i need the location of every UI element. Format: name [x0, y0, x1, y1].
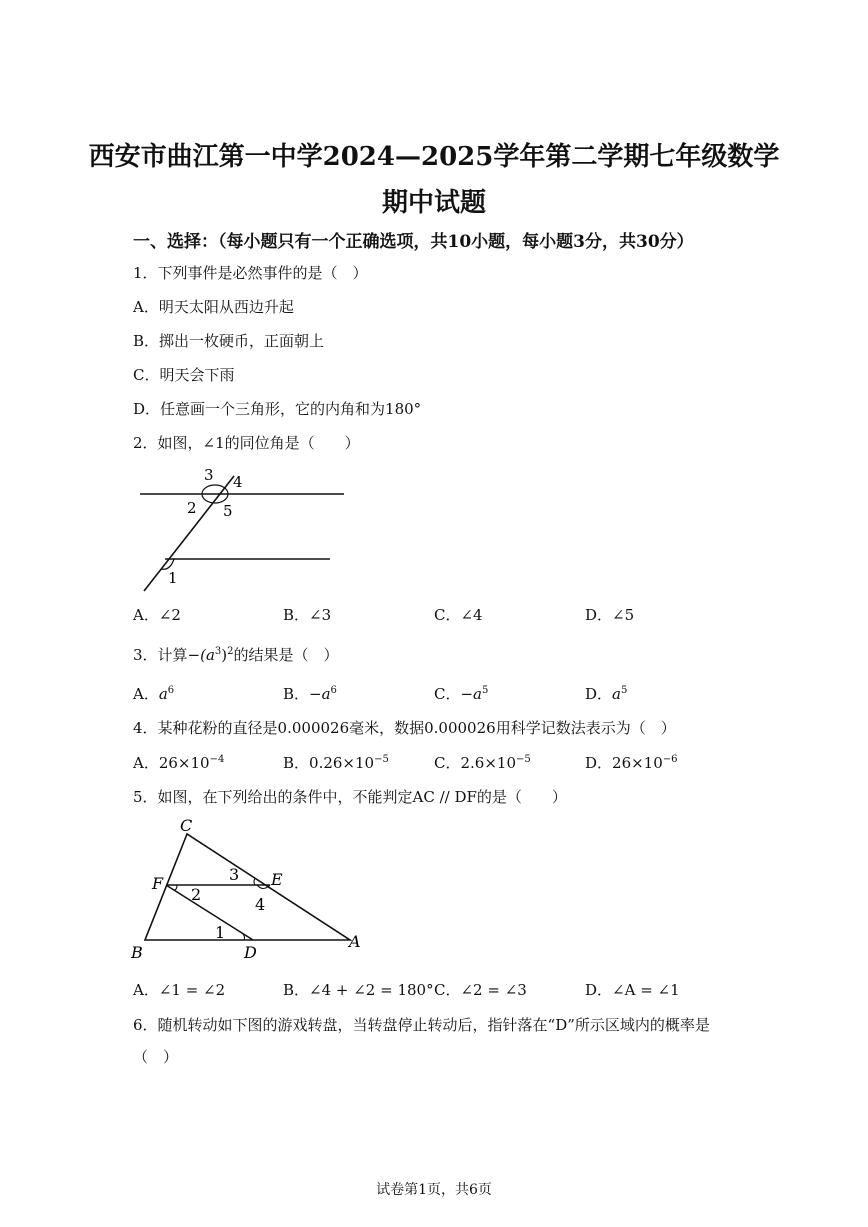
question-1-stem: 1．下列事件是必然事件的是（ ）: [133, 264, 368, 282]
question-3-expr-exp2: 2: [227, 646, 234, 657]
question-2-option-b: B．∠3: [283, 606, 332, 624]
question-5-option-a: A．∠1 = ∠2: [133, 981, 226, 999]
question-5-option-c: C．∠2 = ∠3: [434, 981, 527, 999]
vertex-label-c: C: [180, 816, 193, 835]
question-1-option-a: A．明天太阳从西边升起: [133, 298, 294, 316]
question-1-option-c: C．明天会下雨: [133, 366, 235, 384]
question-6-stem-line1: 6．随机转动如下图的游戏转盘，当转盘停止转动后，指针落在“D”所示区域内的概率是: [133, 1016, 710, 1034]
section-heading: 一、选择：（每小题只有一个正确选项，共10小题，每小题3分，共30分）: [133, 232, 694, 252]
question-4-option-a: A．$26\times 10^{-4}$: [133, 754, 225, 772]
angle-label-2: 2: [191, 885, 202, 904]
question-1-option-b: B．掷出一枚硬币，正面朝上: [133, 332, 325, 350]
question-3-option-b: B．$-a^6$: [283, 685, 337, 703]
question-6-stem-line2: （ ）: [133, 1048, 179, 1066]
question-5-option-b: B．∠4 + ∠2 = 180°: [283, 981, 434, 999]
question-3-option-c: C．$-a^5$: [434, 685, 489, 703]
question-2-figure: [130, 460, 360, 595]
angle-label-5: 5: [223, 502, 233, 520]
question-2-option-a: A．∠2: [133, 606, 181, 624]
question-2-option-c: C．∠4: [434, 606, 483, 624]
exam-title-line2: 期中试题: [381, 188, 486, 218]
exam-title-line1: 西安市曲江第一中学2024—2025学年第二学期七年级数学: [88, 142, 780, 172]
question-3-stem-suffix: 的结果是（ ）: [233, 646, 339, 664]
page-footer: 试卷第1页，共6页: [376, 1182, 492, 1198]
angle-label-1: 1: [168, 569, 178, 587]
question-3-stem: [133, 644, 339, 665]
angle-label-2: 2: [187, 499, 197, 517]
question-2-option-d: D．∠5: [585, 606, 635, 624]
angle-label-1: 1: [215, 923, 226, 942]
question-4-option-d: D．$26\times 10^{-6}$: [585, 754, 678, 772]
question-3-expr-exp1: 3: [214, 646, 222, 657]
vertex-label-f: F: [152, 874, 164, 893]
question-4-stem: 4．某种花粉的直径是0.000026毫米，数据0.000026用科学记数法表示为（ ）: [133, 719, 676, 737]
question-2-stem: 2．如图，∠1的同位角是（ ）: [133, 434, 360, 452]
vertex-label-d: D: [244, 943, 257, 962]
question-3-option-a: A．$a^6$: [133, 685, 175, 703]
question-5-stem: 5．如图，在下列给出的条件中，不能判定AC // DF的是（ ）: [133, 788, 567, 806]
question-3-expr-base: −(a: [187, 646, 215, 664]
question-4-option-c: C．$2.6\times 10^{-5}$: [434, 754, 531, 772]
angle-label-3: 3: [229, 865, 240, 884]
question-3-expr-close: ): [221, 646, 228, 664]
question-3-stem-prefix: 3．计算: [133, 646, 188, 664]
angle-label-4: 4: [233, 473, 243, 491]
vertex-label-b: B: [131, 943, 143, 962]
question-4-option-b: B．$0.26\times 10^{-5}$: [283, 754, 389, 772]
question-5-option-d: D．∠A = ∠1: [585, 981, 680, 999]
angle-label-3: 3: [204, 466, 214, 484]
angle-label-4: 4: [255, 895, 266, 914]
question-3-option-d: D．$a^5$: [585, 685, 628, 703]
vertex-label-e: E: [271, 870, 283, 889]
vertex-label-a: A: [349, 932, 361, 951]
question-1-option-d: D．任意画一个三角形，它的内角和为180°: [133, 400, 422, 418]
question-5-figure: [125, 812, 375, 967]
